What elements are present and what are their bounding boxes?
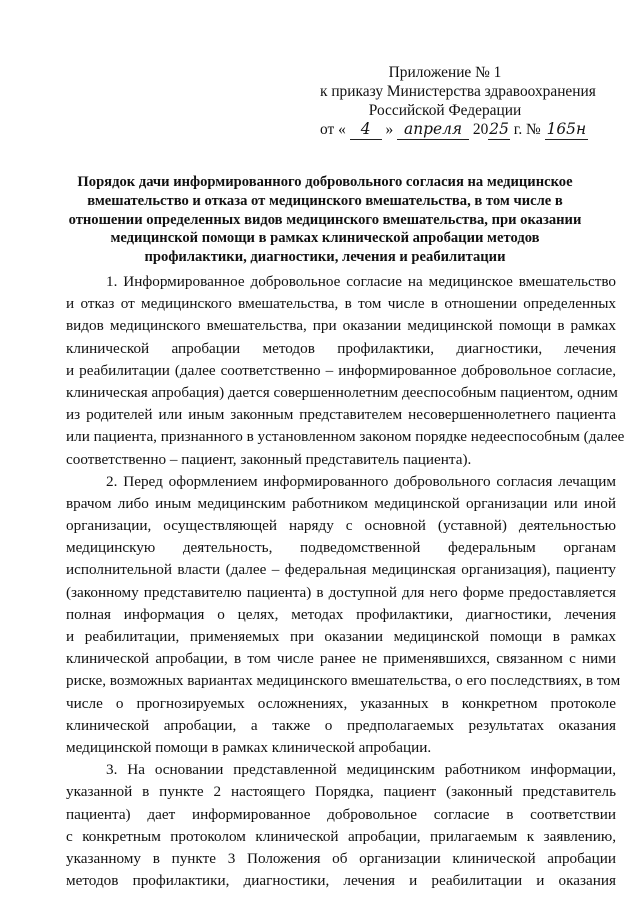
paragraph-2-line: организации, осуществляющей наряду с основной (уставной) деятельностью: [66, 517, 616, 535]
paragraph-1-line: 1. Информированное добровольное согласие на медицинское вмешательство: [106, 273, 616, 290]
title-line: отношении определенных видов медицинского вмешательства, при оказании: [68, 211, 582, 228]
appendix-order-line: к приказу Министерства здравоохранения: [320, 83, 596, 100]
document-title: [66, 173, 584, 267]
paragraph-1-line: из родителей или иным законным представителем несовершеннолетнего пациента: [66, 406, 616, 424]
paragraph-2-line: риске, возможных вариантах медицинского вмешательства, о его последствиях, в том: [66, 672, 621, 690]
title-line: медицинской помощи в рамках клинической апробации методов: [110, 230, 540, 247]
paragraph-3-line: 3. На основании представленной медицинским работником информации,: [106, 761, 616, 779]
paragraph-1-line: видов медицинского вмешательства, при оказании медицинской помощи в рамках: [66, 317, 616, 335]
date-prefix: от «: [320, 121, 346, 138]
appendix-title: Приложение № 1: [388, 64, 502, 81]
order-number: 165н: [546, 120, 587, 138]
paragraph-2-line: врачом либо иным медицинским работником медицинской организации или иной: [66, 494, 616, 512]
number-prefix: г. №: [513, 121, 541, 138]
paragraph-3-line: пациента) дает информированное добровольное согласие в соответствии: [66, 805, 616, 823]
title-line: профилактики, диагностики, лечения и реабилитации: [144, 249, 506, 266]
paragraph-3-line: методов профилактики, диагностики, лечения и реабилитации и оказания: [66, 872, 616, 890]
paragraph-2-line: медицинской помощи в рамках клинической апробации.: [66, 738, 432, 756]
paragraph-1-line: клинической апробации методов профилактики, диагностики, лечения: [66, 339, 616, 357]
paragraph-2-line: медицинскую деятельность, подведомственной федеральным органам: [66, 539, 616, 557]
title-line: вмешательство и отказа от медицинского вмешательства, в том числе в: [87, 192, 563, 209]
paragraph-2-line: клинической апробации, в том числе ранее не применявшихся, связанном с ними: [66, 650, 616, 668]
paragraph-2-line: числе о прогнозируемых осложнениях, указанных в конкретном протоколе: [66, 694, 616, 712]
year-suffix: 25: [489, 120, 509, 138]
appendix-date-line: [320, 120, 587, 140]
paragraph-3-line: указанной в пункте 2 настоящего Порядка, пациент (законный представитель: [66, 783, 616, 801]
date-day: 4: [350, 120, 382, 140]
document-body: [66, 271, 625, 892]
appendix-header: [320, 63, 596, 140]
date-mid: »: [385, 121, 394, 138]
paragraph-2-line: и реабилитации, применяемых при оказании медицинской помощи в рамках: [66, 628, 616, 645]
paragraph-3-line: указанному в пункте 3 Положения об организации клинической апробации: [66, 849, 616, 867]
paragraph-2-line: 2. Перед оформлением информированного добровольного согласия лечащим: [106, 472, 616, 490]
appendix-federation-line: Российской Федерации: [368, 102, 522, 119]
title-line: Порядок дачи информированного добровольного согласия на медицинское: [77, 174, 573, 190]
paragraph-3-line: с конкретным протоколом клинической апробации, прилагаемым к заявлению,: [66, 827, 616, 845]
year-prefix: 20: [472, 121, 489, 138]
paragraph-1-line: и реабилитации (далее соответственно – информированное добровольное согласие,: [66, 361, 616, 379]
paragraph-1-line: или пациента, признанного в установленном законом порядке недееспособным (далее: [66, 428, 625, 446]
paragraph-1-line: клиническая апробация) дается совершеннолетним дееспособным пациентом, одним: [66, 383, 618, 401]
date-month: апреля: [397, 120, 469, 140]
paragraph-2-line: полная информация о целях, методах профилактики, диагностики, лечения: [66, 605, 616, 623]
paragraph-1-line: и отказ от медицинского вмешательства, в том числе в отношении определенных: [66, 295, 616, 313]
paragraph-2-line: исполнительной власти (далее – федеральная медицинская организация), пациенту: [66, 561, 616, 579]
paragraph-2-line: клинической апробации, а также о предполагаемых результатах оказания: [66, 716, 616, 734]
paragraph-1-line: соответственно – пациент, законный представитель пациента).: [66, 450, 472, 468]
paragraph-2-line: (законному представителю пациента) в доступной для него форме предоставляется: [66, 583, 616, 601]
